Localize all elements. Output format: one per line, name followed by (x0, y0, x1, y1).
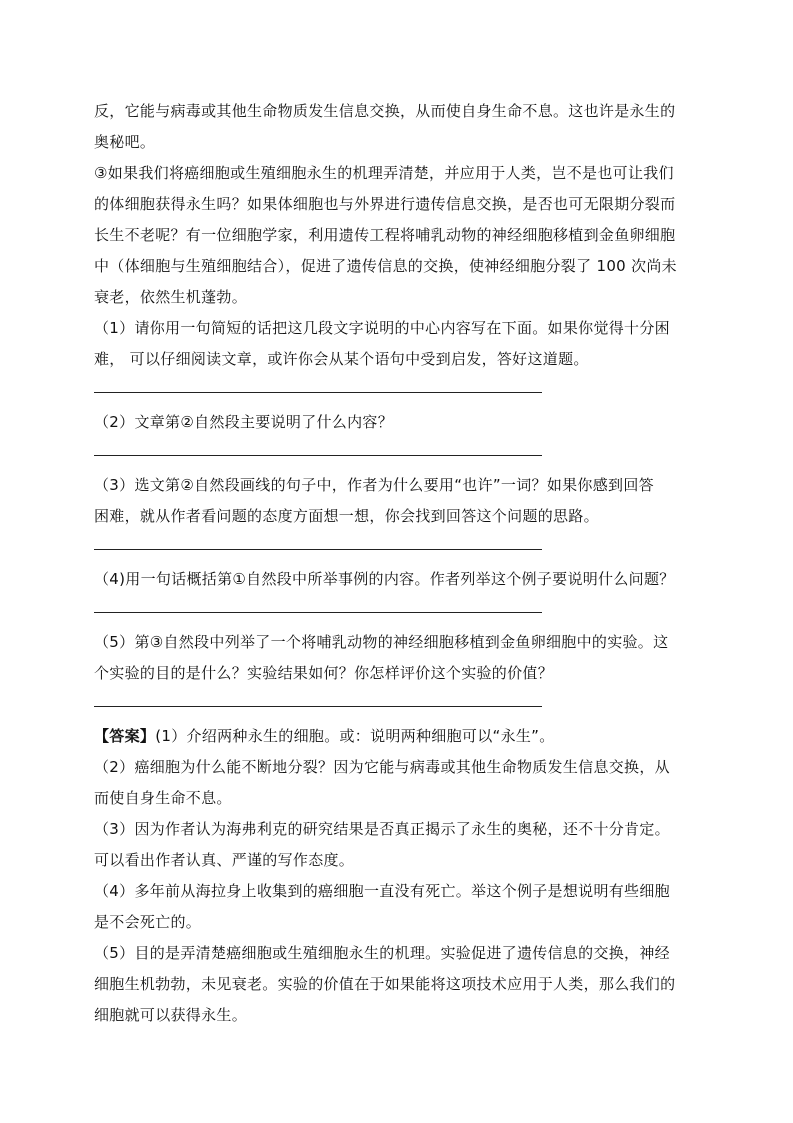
answer-first-line (94, 721, 704, 752)
document-page (94, 96, 704, 1031)
passage-line: 的体细胞获得永生吗？如果体细胞也与外界进行遗传信息交换，是否也可无限期分裂而 (94, 195, 676, 213)
question-1 (94, 313, 704, 393)
passage (94, 96, 704, 313)
question-4 (94, 564, 704, 613)
answer-blank-line[interactable] (94, 706, 542, 707)
answer-section (94, 721, 704, 1031)
answer-blank-line[interactable] (94, 455, 542, 456)
question-2 (94, 407, 704, 456)
answer-text: (1）介绍两种永生的细胞。或：说明两种细胞可以“永生”。 (155, 727, 555, 745)
passage-line: 奥秘吧。 (94, 133, 156, 151)
question-line: 个实验的目的是什么？实验结果如何？你怎样评价这个实验的价值？ (94, 664, 554, 682)
answer-line: 细胞就可以获得永生。 (94, 1006, 248, 1024)
answer-line: 是不会死亡的。 (94, 913, 202, 931)
question-line: （1）请你用一句简短的话把这几段文字说明的中心内容写在下面。如果你觉得十分困 (94, 319, 670, 337)
answer-line: 细胞生机勃勃，未见衰老。实验的价值在于如果能将这项技术应用于人类，那么我们的 (94, 975, 676, 993)
question-line: （3）选文第②自然段画线的句子中，作者为什么要用“也许”一词？如果你感到回答 (94, 476, 654, 494)
passage-line: 反，它能与病毒或其他生命物质发生信息交换，从而使自身生命不息。这也许是永生的 (94, 102, 676, 120)
answer-line: 可以看出作者认真、严谨的写作态度。 (94, 851, 355, 869)
passage-line: ③如果我们将癌细胞或生殖细胞永生的机理弄清楚，并应用于人类，岂不是也可让我们 (94, 164, 674, 182)
passage-line: 中（体细胞与生殖细胞结合），促进了遗传信息的交换，使神经细胞分裂了 100 次尚未 (94, 257, 677, 275)
question-line: （4)用一句话概括第①自然段中所举事例的内容。作者列举这个例子要说明什么问题？ (94, 570, 675, 588)
answer-label: 【答案】 (94, 727, 156, 745)
question-line: 困难，就从作者看问题的态度方面想一想，你会找到回答这个问题的思路。 (94, 507, 599, 525)
answer-line: （5）目的是弄清楚癌细胞或生殖细胞永生的机理。实验促进了遗传信息的交换，神经 (94, 944, 670, 962)
question-line: （2）文章第②自然段主要说明了什么内容？ (94, 413, 393, 431)
answer-blank-line[interactable] (94, 612, 542, 613)
answer-line: 而使自身生命不息。 (94, 789, 232, 807)
question-line: （5）第③自然段中列举了一个将哺乳动物的神经细胞移植到金鱼卵细胞中的实验。这 (94, 633, 669, 651)
passage-line: 衰老，依然生机蓬勃。 (94, 288, 248, 306)
answer-blank-line[interactable] (94, 549, 542, 550)
question-5 (94, 627, 704, 707)
question-line: 难， 可以仔细阅读文章，或许你会从某个语句中受到启发，答好这道题。 (94, 350, 589, 368)
answer-line: （3）因为作者认为海弗利克的研究结果是否真正揭示了永生的奥秘，还不十分肯定。 (94, 820, 670, 838)
passage-line: 长生不老呢？有一位细胞学家，利用遗传工程将哺乳动物的神经细胞移植到金鱼卵细胞 (94, 226, 676, 244)
answer-line: （4）多年前从海拉身上收集到的癌细胞一直没有死亡。举这个例子是想说明有些细胞 (94, 882, 670, 900)
answer-line: （2）癌细胞为什么能不断地分裂？因为它能与病毒或其他生命物质发生信息交换，从 (94, 758, 670, 776)
answer-blank-line[interactable] (94, 392, 542, 393)
question-3 (94, 470, 704, 550)
